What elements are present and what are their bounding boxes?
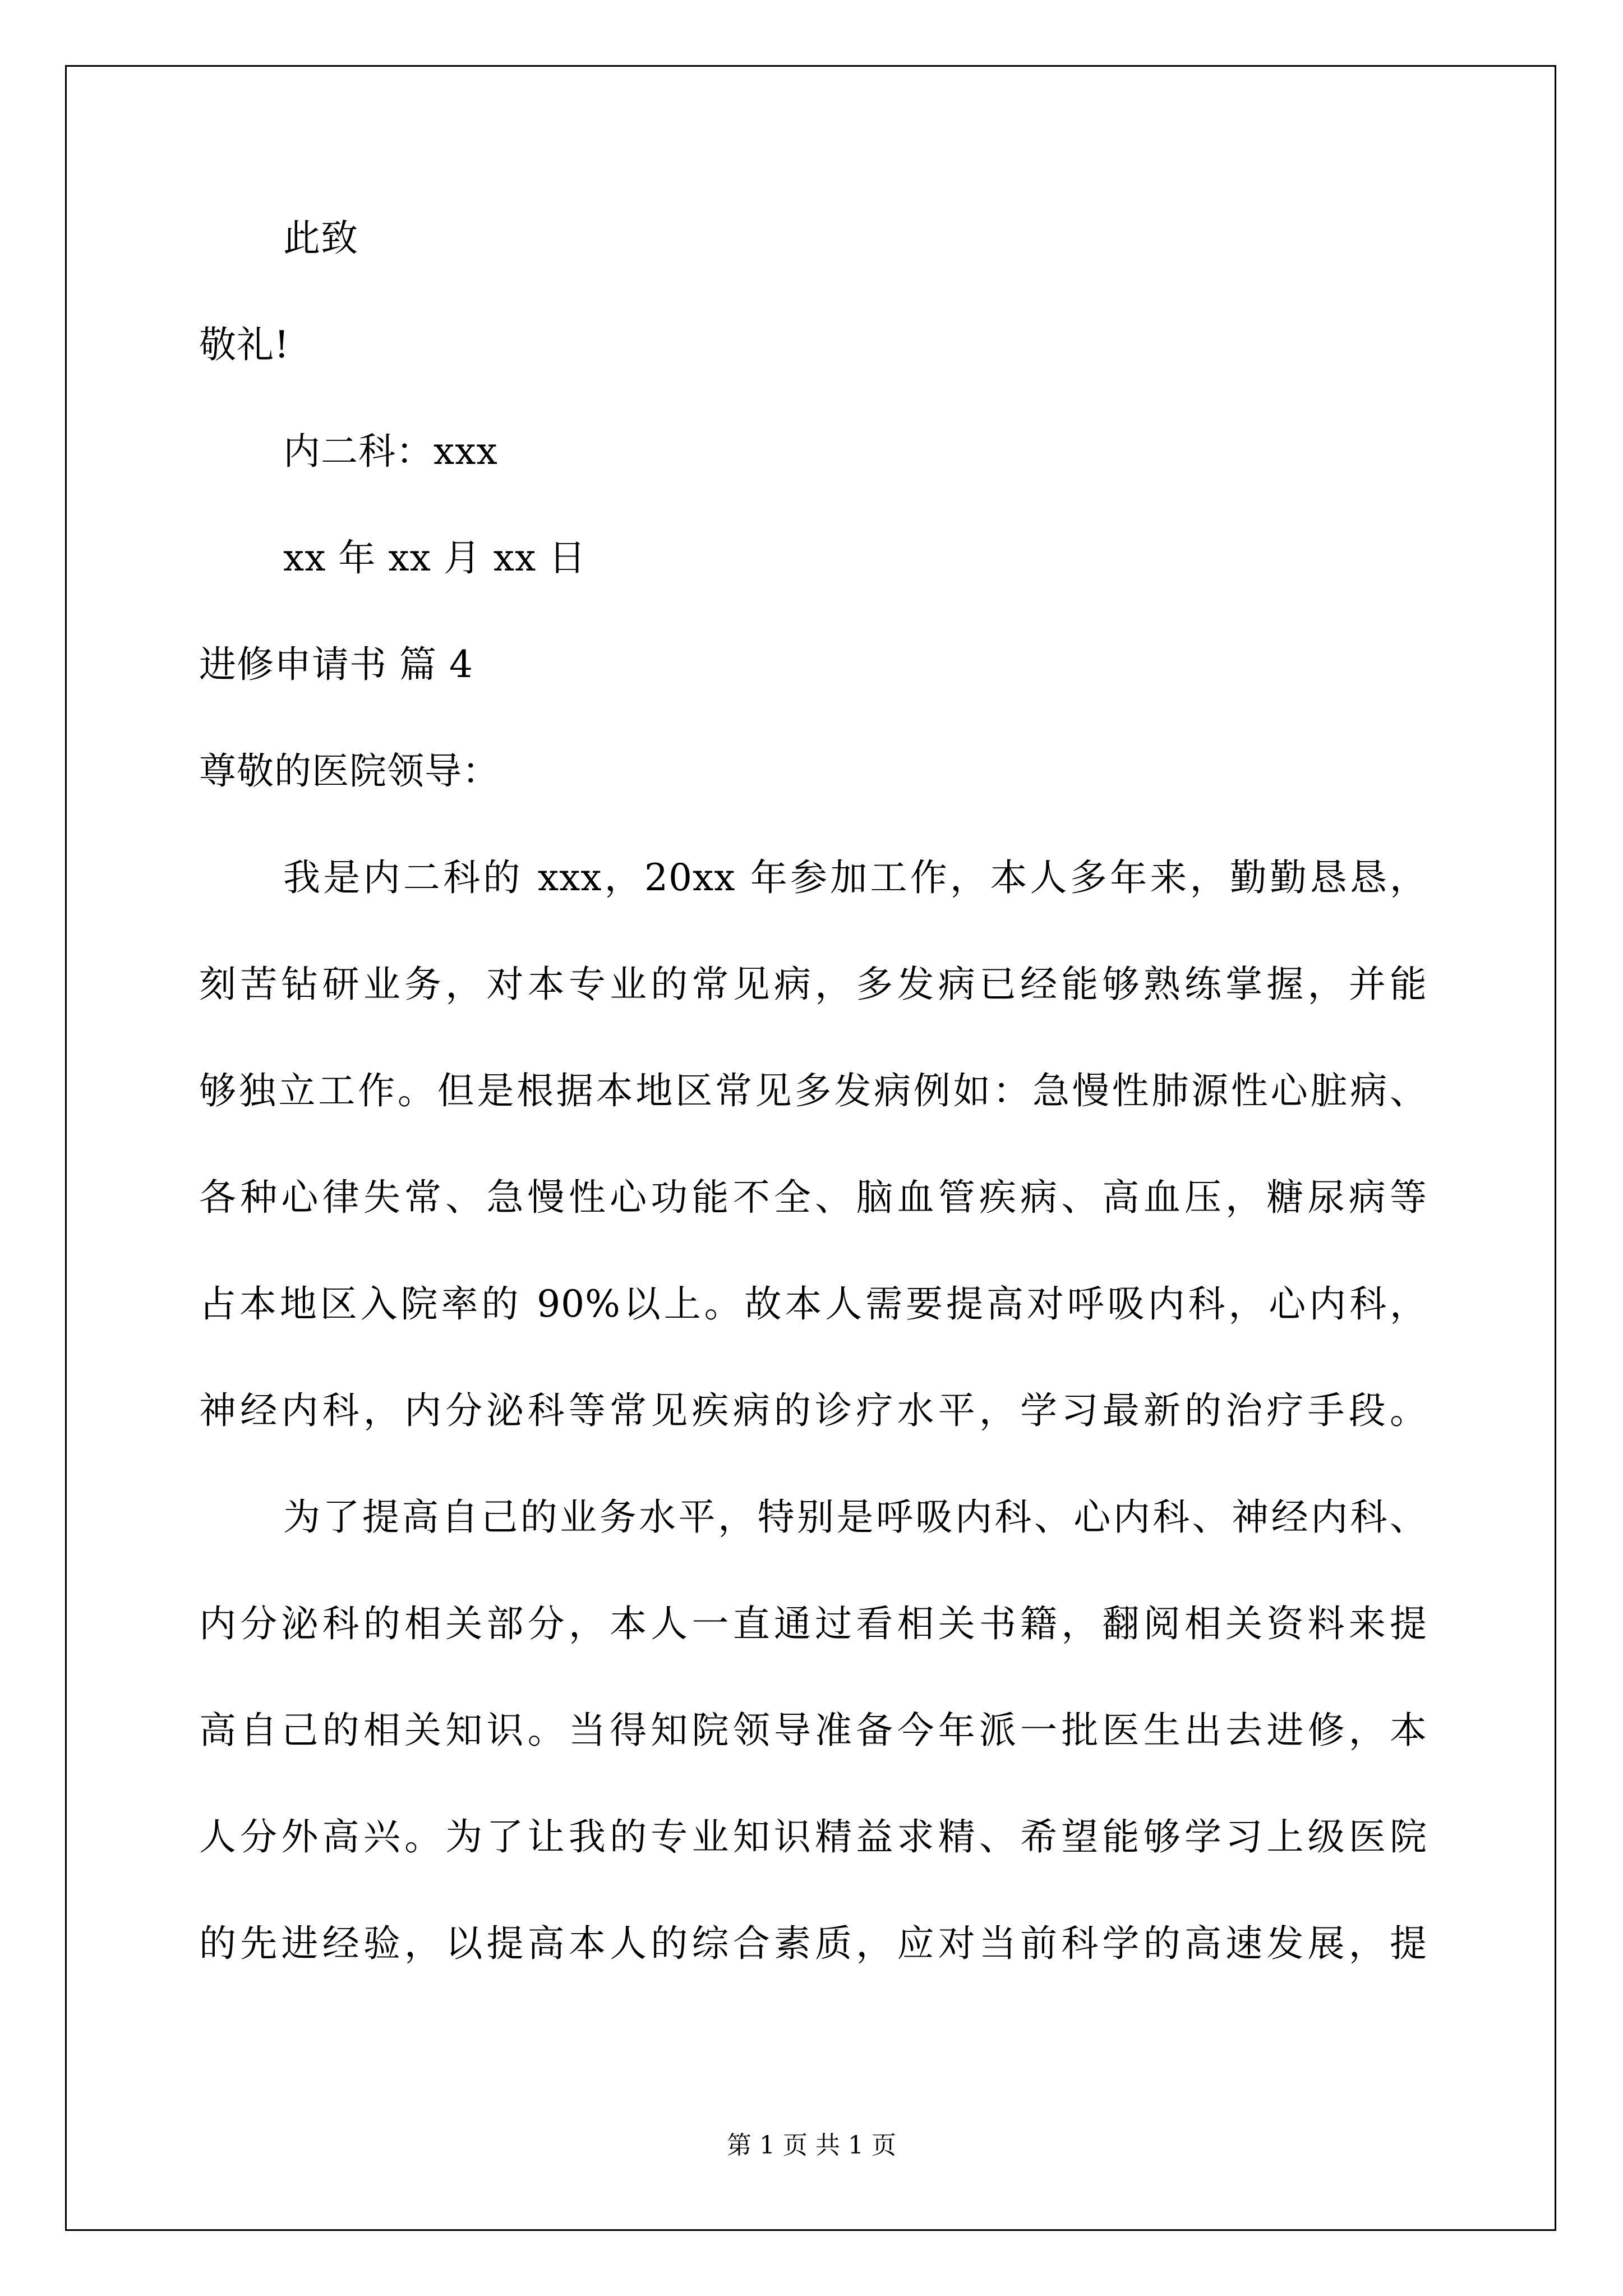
page-border (65, 65, 1556, 2231)
paragraph-line: 的先进经验，以提高本人的综合素质，应对当前科学的高速发展，提 (199, 1922, 1427, 1965)
paragraph-line: 为了提高自己的业务水平，特别是呼吸内科、心内科、神经内科、 (283, 1496, 1427, 1539)
signature: 内二科：xxx (283, 430, 498, 473)
paragraph-line: 够独立工作。但是根据本地区常见多发病例如：急慢性肺源性心脏病、 (199, 1069, 1427, 1112)
paragraph-line: 神经内科，内分泌科等常见疾病的诊疗水平，学习最新的治疗手段。 (199, 1389, 1427, 1432)
section-title: 进修申请书 篇 4 (199, 643, 473, 686)
paragraph-line: 我是内二科的 xxx，20xx 年参加工作，本人多年来，勤勤恳恳， (283, 856, 1427, 899)
date-line: xx 年 xx 月 xx 日 (283, 536, 587, 579)
paragraph-line: 内分泌科的相关部分，本人一直通过看相关书籍，翻阅相关资料来提 (199, 1602, 1427, 1645)
paragraph-line: 占本地区入院率的 90%以上。故本人需要提高对呼吸内科，心内科， (199, 1282, 1427, 1326)
greeting: 尊敬的医院领导： (199, 749, 500, 793)
paragraph-line: 高自己的相关知识。当得知院领导准备今年派一批医生出去进修，本 (199, 1709, 1427, 1752)
page-footer: 第 1 页 共 1 页 (727, 2131, 896, 2160)
closing-salutation: 此致 (283, 217, 358, 260)
paragraph-line: 各种心律失常、急慢性心功能不全、脑血管疾病、高血压，糖尿病等 (199, 1176, 1427, 1219)
closing-regards: 敬礼! (199, 323, 290, 366)
paragraph-line: 刻苦钻研业务，对本专业的常见病，多发病已经能够熟练掌握，并能 (199, 963, 1427, 1006)
paragraph-line: 人分外高兴。为了让我的专业知识精益求精、希望能够学习上级医院 (199, 1815, 1427, 1858)
